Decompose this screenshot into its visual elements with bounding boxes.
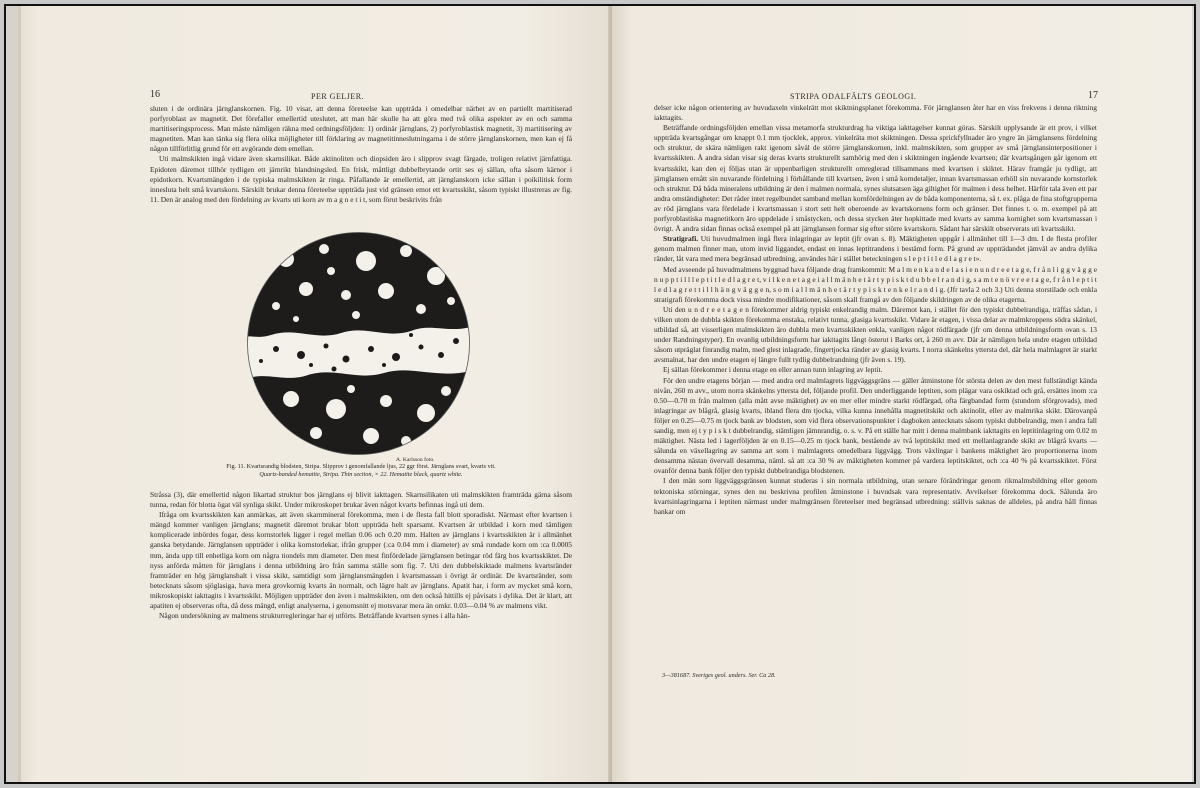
paragraph [654, 305, 1097, 366]
page-footer: 3—381687. Sveriges geol. unders. Ser. Ca 28. [662, 672, 776, 679]
paragraph: Uti malmskikten ingå vidare även skarnsilikat. Både aktinoliten och diopsiden äro i slipprov svagt färgade, troligen relativt järnfattiga. Epidoten däremot tillhör tydligen ett järnrikt blandningsled. En frisk, måttligt dubbelbrytande ortit ses ej sällan, ofta såsom kärnor i epidotkorn. Kvartsmängden i de typiska malmskikten är ringa. Påfallande är emellertid, att järnglanskorn icke sällan i poikilitisk form inneslutа helt små kvartskorn. Särskilt brukar denna företeelse uppträda just vid gränsen emot ett kvartsskikt, såsom typiskt illustreras av fig. 11. Den är analog med den fördelning av kvarts uti korn av m a g n e t i t, som förut beskrivits från [150, 154, 572, 204]
paragraph: Någon undersökning av malmens strukturregleringar har ej utförts. Beträffande kvartsen synes i alla hän- [159, 611, 470, 621]
figure-caption [166, 463, 556, 479]
paragraph-text: Ej sällan förekommer i denna etage en eller annan tunn inlagring av leptit. [663, 365, 883, 375]
paragraph-text: Uti huvudmalmen ingå flera inlagringar av leptit (jfr ovan s. 8). Mäktigheten uppgår i allmänhet till 1—3 dm. I de flesta profiler genom malmen finner man, utom invid liggandet, endast en innas leptitrandens i bestämd form. På grund av uppträdandet jämväl av andra dylika ränder, låt vara med mera begränsad utbredning, användes här i stället beteckningen s l e p t i t l e d l a g r e t». [654, 234, 1097, 264]
paragraph-text: Med avseende på huvudmalmens byggnad hava följande drag framkommit: M a l m e n k a n d e l a s i e n u n d r e e t a g e, f r å n l i g g v ä g g e n u p p t i l l l e p t i t l e d l a g r e t, v i l k e n e t a g e i a l l m ä n h e t ä r t y p i s k t d u b b e l r a n d i g, s a m t e n ö v r e e t a g e, f r å n l e p t i t l e d l a g r e t t i l l h ä n g v ä g g e n, s o m i a l l m ä n h e t ä r t y p i s k t e n k e l r a n d i g. (Jfr tavla 2 och 3.) Uti denna storstilade och enkla stratigrafi förekomma dock vissa mindre modifikationer, såsom skall framgå av den följande skildringen av de olika etagerna. [654, 264, 1097, 304]
section-heading: Stratigrafi. [663, 234, 699, 244]
paragraph [654, 365, 1097, 375]
page-number: 16 [150, 89, 160, 100]
text-column-top [150, 104, 572, 234]
book-spread [4, 4, 1196, 784]
photo-credit: A. Karlsson foto. [396, 457, 435, 463]
paragraph: sluten i de ordinära järnglanskornen. Fig. 10 visar, att denna företeelse kan uppträda i omedelbar närhet av en partiellt martitiserad porfyroblast av magnetit. Det förefaller emellertid uteslutet, att man här skulle ha att göra med två olika aspekter av en och samma martitiseringsprocess. Man måste nämligen räkna med ordningsföljden: 1) ordinär järnglans, 2) porfyroblastisk magnetit, 3) martitisering av magnetiten. Man kan tänka sig flera olika möjligheter till förklaring av magnetitinneslutningarna i de större järnglanskornen, men kan ej få någon tillförlitlig grund för ett avgörande dem emellan. [150, 104, 572, 154]
paragraph [654, 103, 1097, 123]
right-page [612, 6, 1192, 782]
page-number: 17 [1088, 90, 1098, 101]
paragraph-text: delser icke någon orientering av huvudaxeln vinkelrätt mot skiktningsplanet förekomma. För järnglansen åter har en viss frekvens i denna riktning iakttagits. [654, 103, 1097, 123]
caption-swedish: Fig. 11. Kvartsrandig blodsten, Stripa. Slipprov i genomfallande ljus, 22 ggr först. Järnglans svart, kvarts vit. [226, 463, 496, 470]
paragraph-text: För den undre etagens början — med andra ord malmlagrets liggväggsgräns — gäller åtminstone för största delen av den mest fullständigt kända nivån, 260 m avv., utom norra skänkelns yttersta del, följande profil. Den underliggande leptiten, som plägar vara oskiktad och grå, ersättes inom :ca 0.50—0.70 m från malmen (alla mått avse mäktighet) av en mer eller mindre starkt rödfärgad, ofta färgbandad form (stundom sförgrovads), med inlagringar av blågrå, glasig kvarts, ibland flera dm tjocka, vilka kunna innehålla magnetitskikt och aktinolit, eller av malmrika skikt. Därovanpå följer en 0.25—0.75 m tjock bank av blodsten, som vid flera observationspunkter i dagboken antecknats såsom typiskt dubbelrandig, men i andra fall sandig, men ej t y p i s k t dubbelrandig, stämligen jämnrandig, o. s. v. På ett ställe har mitt i denna malmbank iakttagits en leptitinlagring om 0.02 m mäktighet. Nästa led i lagerföljden är en 0.15—0.25 m tjock bank, bestående av två leptitskikt med ett mellanlagrande skikt av blågrå kvarts — sålunda en växellagring av samma art som i malmlagrets omedelbara liggvägg. Trots växlingar i bankens mäktighet äro proportionerna inom densamma nästan övervall desamma, näml. så att :ca 30 % av mäktigheten kommer på vardera leptitskiktet, och :ca 40 % på kvartsskiktet. Först ovanför denna bank följer den typiskt dubbelrandiga blodstenen. [654, 375, 1097, 476]
caption-english: Quartz-banded hematite, Stripa. Thin section, × 22. Hematite black, quartz white. [259, 471, 463, 478]
text-column-bottom [150, 490, 572, 690]
paragraph: Ifråga om kvartsskikten kan anmärkas, att även skarnmineral förekomma, men i de flesta fall blott sporadiskt. Närmast efter kvartsen i mängd kommer vanligen järnglans; magnetit däremot brukar blott uppträda helt sparsamt. Kvartsen är utbildad i korn med tämligen komplicerade inbördes fogar, dess kornstorlek ligger i regel mellan 0.06 och 0.20 mm. Halten av järnglans i kvartsskikten är i allmänhet ganska betydande. Järnglansen uppträder i olika kornstorlekar, ifrån grupper (:ca 0.04 mm i diameter) av små rundade korn om :ca 0.0005 mm, ända upp till enhetliga korn om några tiondels mm diameter. Den mest finfördelade järnglansen betingar röd färg hos kvartsskiktet. De nyss anförda måtten för järnglans i denna utbildning äro från samma ställe som fig. 7. Uti den dubbelskiktade malmens kvartsränder framträder en hög järnglanshalt i vissa skikt, samtidigt som järnglansmängden i kvartsmassan i övrigt är ordinär. De kvartsränder, som betecknats såsom sjöglasiga, hava mera grovkornig kvarts än normalt, och lägre halt av järnglans. Apatit har, i form av mycket små korn, mikroskopiskt iakttagits i kvartsskikt. Möjligen uppträder den även i malmskikten, om den också hittills ej påvisats i dylika. Det är klart, att apatiten ej observeras ofta, då dess mängd, enligt analyserna, i genomsnitt ej motsvarar mera än omkr. 0.03—0.04 % av malmens vikt. [150, 510, 572, 611]
paragraph-text: Uti den u n d r e e t a g e n förekommer aldrig typiskt enkelrandig malm. Däremot kan, i stället för den typiskt dubbelrandiga, träffas sådan, i vilken utom de dubbla skikten förekomma enstaka, relativt tunna, glasiga kvartsskikt. Vidare är etagen, i vissa delar av malmkroppens södra skänkel, utbildad så, att visserligen malmskikten äro dubbla men kvartsskikten enkla, vanligen något rödfärgade (jfr om denna utbildningsform ovan s. 13 under Randningstyper). En ovanlig utbildningsform har iakttagits långt österut i Barks ort, å 260 m avv. Där är nämligen hela undre etagen utbildad såsom utpräglat finrandig malm, med glest inlagrade, fingertjocka ränder av glasig kvarts. I norra skänkelns yttersta del, där hela malmlagret är starkt avsmalnat, har den undre etagen ej längre fullt tydlig dubbelrandning (jfr även s. 19). [654, 304, 1097, 365]
paragraph [654, 234, 1097, 264]
paragraph-text: I den män som liggväggsgränsen kunnat studeras i sin normala utbildning, utan senare förändringar genom rikmalmsbildning eller genom tektoniska störningar, synes den nu beskrivna profilen åtminstone i huvudsak vara representativ. Avvikelser förekomma dock. Sålunda äro kvartsinlagringarna i leptiten närmast under malmgränsen företeelser med begränsad utbredning: ställvis saknas de alldeles, på andra håll finnas bankar om [654, 476, 1097, 516]
paragraph [654, 376, 1097, 477]
paragraph: Stråssa (3), där emellertid någon likartad struktur bos järnglans ej blivit iakttagen. Skarnsilikaten uti malmskikten framträda gärna såsom tunna, redan för blotta ögat väl synliga skikt. Under mikroskopet brukar även något kvarts befinnas ingå uti dem. [150, 490, 572, 510]
paragraph-text: Beträffande ordningsföljden emellan vissa metamorfa strukturdrag ha viktiga iakttagelser kunnat göras. Särskilt upplysande är ett prov, i vilket uppträda kvartsgångar om knappt 0.1 mm tjocklek, approx. vinkelräta mot skiktningen. Dessa sprickfyllnader äro yngre än järnglansens fördelning och struktur, de skära nämligen rakt igenom såväl de större järnglanskornen, inkl. malmskikten, som grupper av små järnglansinterpositioner i kvartsskikten. Å andra sidan visar sig deras kvarts strukturellt samhörig med den i skiktningen ingående kvartsen; där kvartsgången går igenom ett kvartsskikt, kan den ej följas utan är uppenbarligen strukturellt omreglerad tillsammans med kvartsen i skiktet. Härav framgår ju tydligt, att järnglansen ernått sin nuvarande fördelning i förhållande till kvartsen, även i små korndetaljer, innan kvartsmassan erhöll sin nuvarande kornstorlek och struktur. Då båda mineralens utbildning är den i malmen normala, synes slutsatsen äga giltighet för malmen i dess helhet. Härför tala även ett par andra omständigheter: Det råder intet regelbundet samband mellan kornfördelningen av de båda komponenterna, så t. ex. plåga de fina stoftgrupperna av röd järnglans vara fördelade i kvartsmassan i stort sett helt oberoende av kvartskornens form och gränser. Det finnes t. o. m. exempel på att porfyroblastiska magnetitkorn äro uppdelade i småstycken, och dessa stycken äter hopkittade med kvarts av samma kornighet som kvartsmassan i övrigt. Å andra sidan finnas också exempel på att järnglansen formar sig efter större kvartskorn. Sådant har särskilt observerats uti kvartsskikt. [654, 123, 1097, 234]
paragraph [654, 123, 1097, 234]
paragraph [654, 476, 1097, 516]
text-column [654, 103, 1097, 663]
left-page [18, 6, 612, 782]
paragraph [654, 265, 1097, 305]
running-head: STRIPA ODALFÄLTS GEOLOGI. [790, 92, 917, 101]
micrograph-figure [246, 231, 471, 456]
running-head: PER GELJER. [311, 92, 365, 101]
